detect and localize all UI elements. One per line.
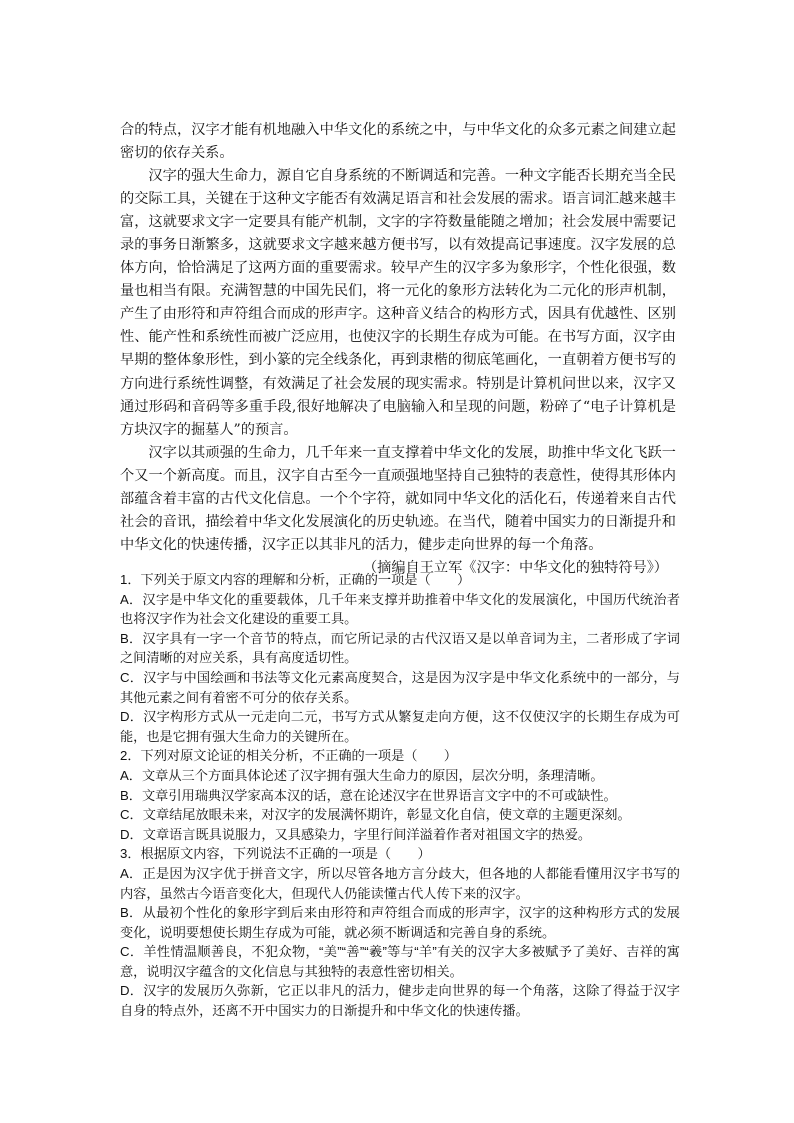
question-list [120, 570, 680, 1021]
reading-passage [120, 119, 676, 580]
option-c: C．羊性情温顺善良，不犯众物，“美”“善”“羲”等与“羊”有关的汉字大多被赋予了美好、吉祥的寓意，说明汉字蕴含的文化信息与其独特的表意性密切相关。 [120, 944, 680, 979]
question-1 [120, 570, 680, 746]
option-b: B．汉字具有一字一个音节的特点，而它所记录的古代汉语又是以单音词为主，二者形成了字词之间清晰的对应关系，具有高度适切性。 [120, 630, 680, 666]
option-c: C．文章结尾放眼未来，对汉字的发展满怀期许，彰显文化自信，使文章的主题更深刻。 [120, 807, 631, 823]
passage-paragraph-1: 合的特点，汉字才能有机地融入中华文化的系统之中，与中华文化的众多元素之间建立起密切的依存关系。 [120, 122, 676, 162]
passage-source: （摘编自王立军《汉字：中华文化的独特符号》） [362, 559, 668, 576]
option-a: A．正是因为汉字优于拼音文字，所以尽管各地方言分歧大，但各地的人都能看懂用汉字书写的内容，虽然古今语音变化大，但现代人仍能读懂古代人传下来的汉字。 [120, 865, 680, 901]
option-b: B．从最初个性化的象形字到后来由形符和声符组合而成的形声字，汉字的这种构形方式的发展变化，说明要想使长期生存成为可能，就必须不断调适和完善自身的系统。 [120, 905, 680, 940]
question-stem: 3．根据原文内容，下列说法不正确的一项是（ ） [120, 846, 431, 862]
question-3 [120, 844, 680, 1020]
option-b: B．文章引用瑞典汉学家高本汉的话，意在论述汉字在世界语言文字中的不可或缺性。 [120, 787, 617, 803]
question-stem: 1．下列关于原文内容的理解和分析，正确的一项是（ ） [120, 572, 471, 587]
passage-paragraph-3: 汉字以其顽强的生命力，几千年来一直支撑着中华文化的发展，助推中华文化飞跃一个又一个新高度。而且，汉字自古至今一直顽强地坚持自己独特的表意性，使得其形体内部蕴含着丰富的古代文化信息。一个个字符，就如同中华文化的活化石，传递着来自古代社会的音讯，描绘着中华文化发展演化的历史轨迹。在当代，随着中国实力的日渐提升和中华文化的快速传播，汉字正以其非凡的活力，健步走向世界的每一个角落。 [120, 444, 676, 553]
option-a: A．文章从三个方面具体论述了汉字拥有强大生命力的原因，层次分明，条理清晰。 [120, 767, 604, 783]
option-a: A．汉字是中华文化的重要载体，几千年来支撑并助推着中华文化的发展演化，中国历代统治者也将汉字作为社会文化建设的重要工具。 [120, 591, 680, 627]
passage-paragraph-2: 汉字的强大生命力，源自它自身系统的不断调适和完善。一种文字能否长期充当全民的交际工具，关键在于这种文字能否有效满足语言和社会发展的需求。语言词汇越来越丰富，这就要求文字一定要具有能产机制，文字的字符数量能随之增加；社会发展中需要记录的事务日渐繁多，这就要求文字越来越方便书写，以有效提高记事速度。汉字发展的总体方向，恰恰满足了这两方面的重要需求。较早产生的汉字多为象形字，个性化很强，数量也相当有限。充满智慧的中国先民们，将一元化的象形方法转化为二元化的形声机制，产生了由形符和声符组合而成的形声字。这种音义结合的构形方式，因具有优越性、区别性、能产性和系统性而被广泛应用，也使汉字的长期生存成为可能。在书写方面，汉字由早期的整体象形性，到小篆的完全线条化，再到隶楷的彻底笔画化，一直朝着方便书写的方向进行系统性调整，有效满足了社会发展的现实需求。特别是计算机问世以来，汉字又通过形码和音码等多重手段,很好地解决了电脑输入和呈现的问题，粉碎了“电子计算机是方块汉字的掘墓人”的预言。 [120, 168, 676, 438]
question-stem: 2．下列对原文论证的相关分析，不正确的一项是（ ） [120, 748, 458, 764]
option-d: D．汉字的发展历久弥新，它正以非凡的活力，健步走向世界的每一个角落，这除了得益于汉字自身的特点外，还离不开中国实力的日渐提升和中华文化的快速传播。 [120, 983, 680, 1019]
option-d: D．汉字构形方式从一元走向二元，书写方式从繁复走向方便，这不仅使汉字的长期生存成为可能，也是它拥有强大生命力的关键所在。 [120, 709, 680, 744]
option-c: C．汉字与中国绘画和书法等文化元素高度契合，这是因为汉字是中华文化系统中的一部分，与其他元素之间有着密不可分的依存关系。 [120, 669, 680, 705]
option-d: D．文章语言既具说服力，又具感染力，字里行间洋溢着作者对祖国文字的热爱。 [120, 826, 592, 842]
question-2 [120, 746, 680, 844]
